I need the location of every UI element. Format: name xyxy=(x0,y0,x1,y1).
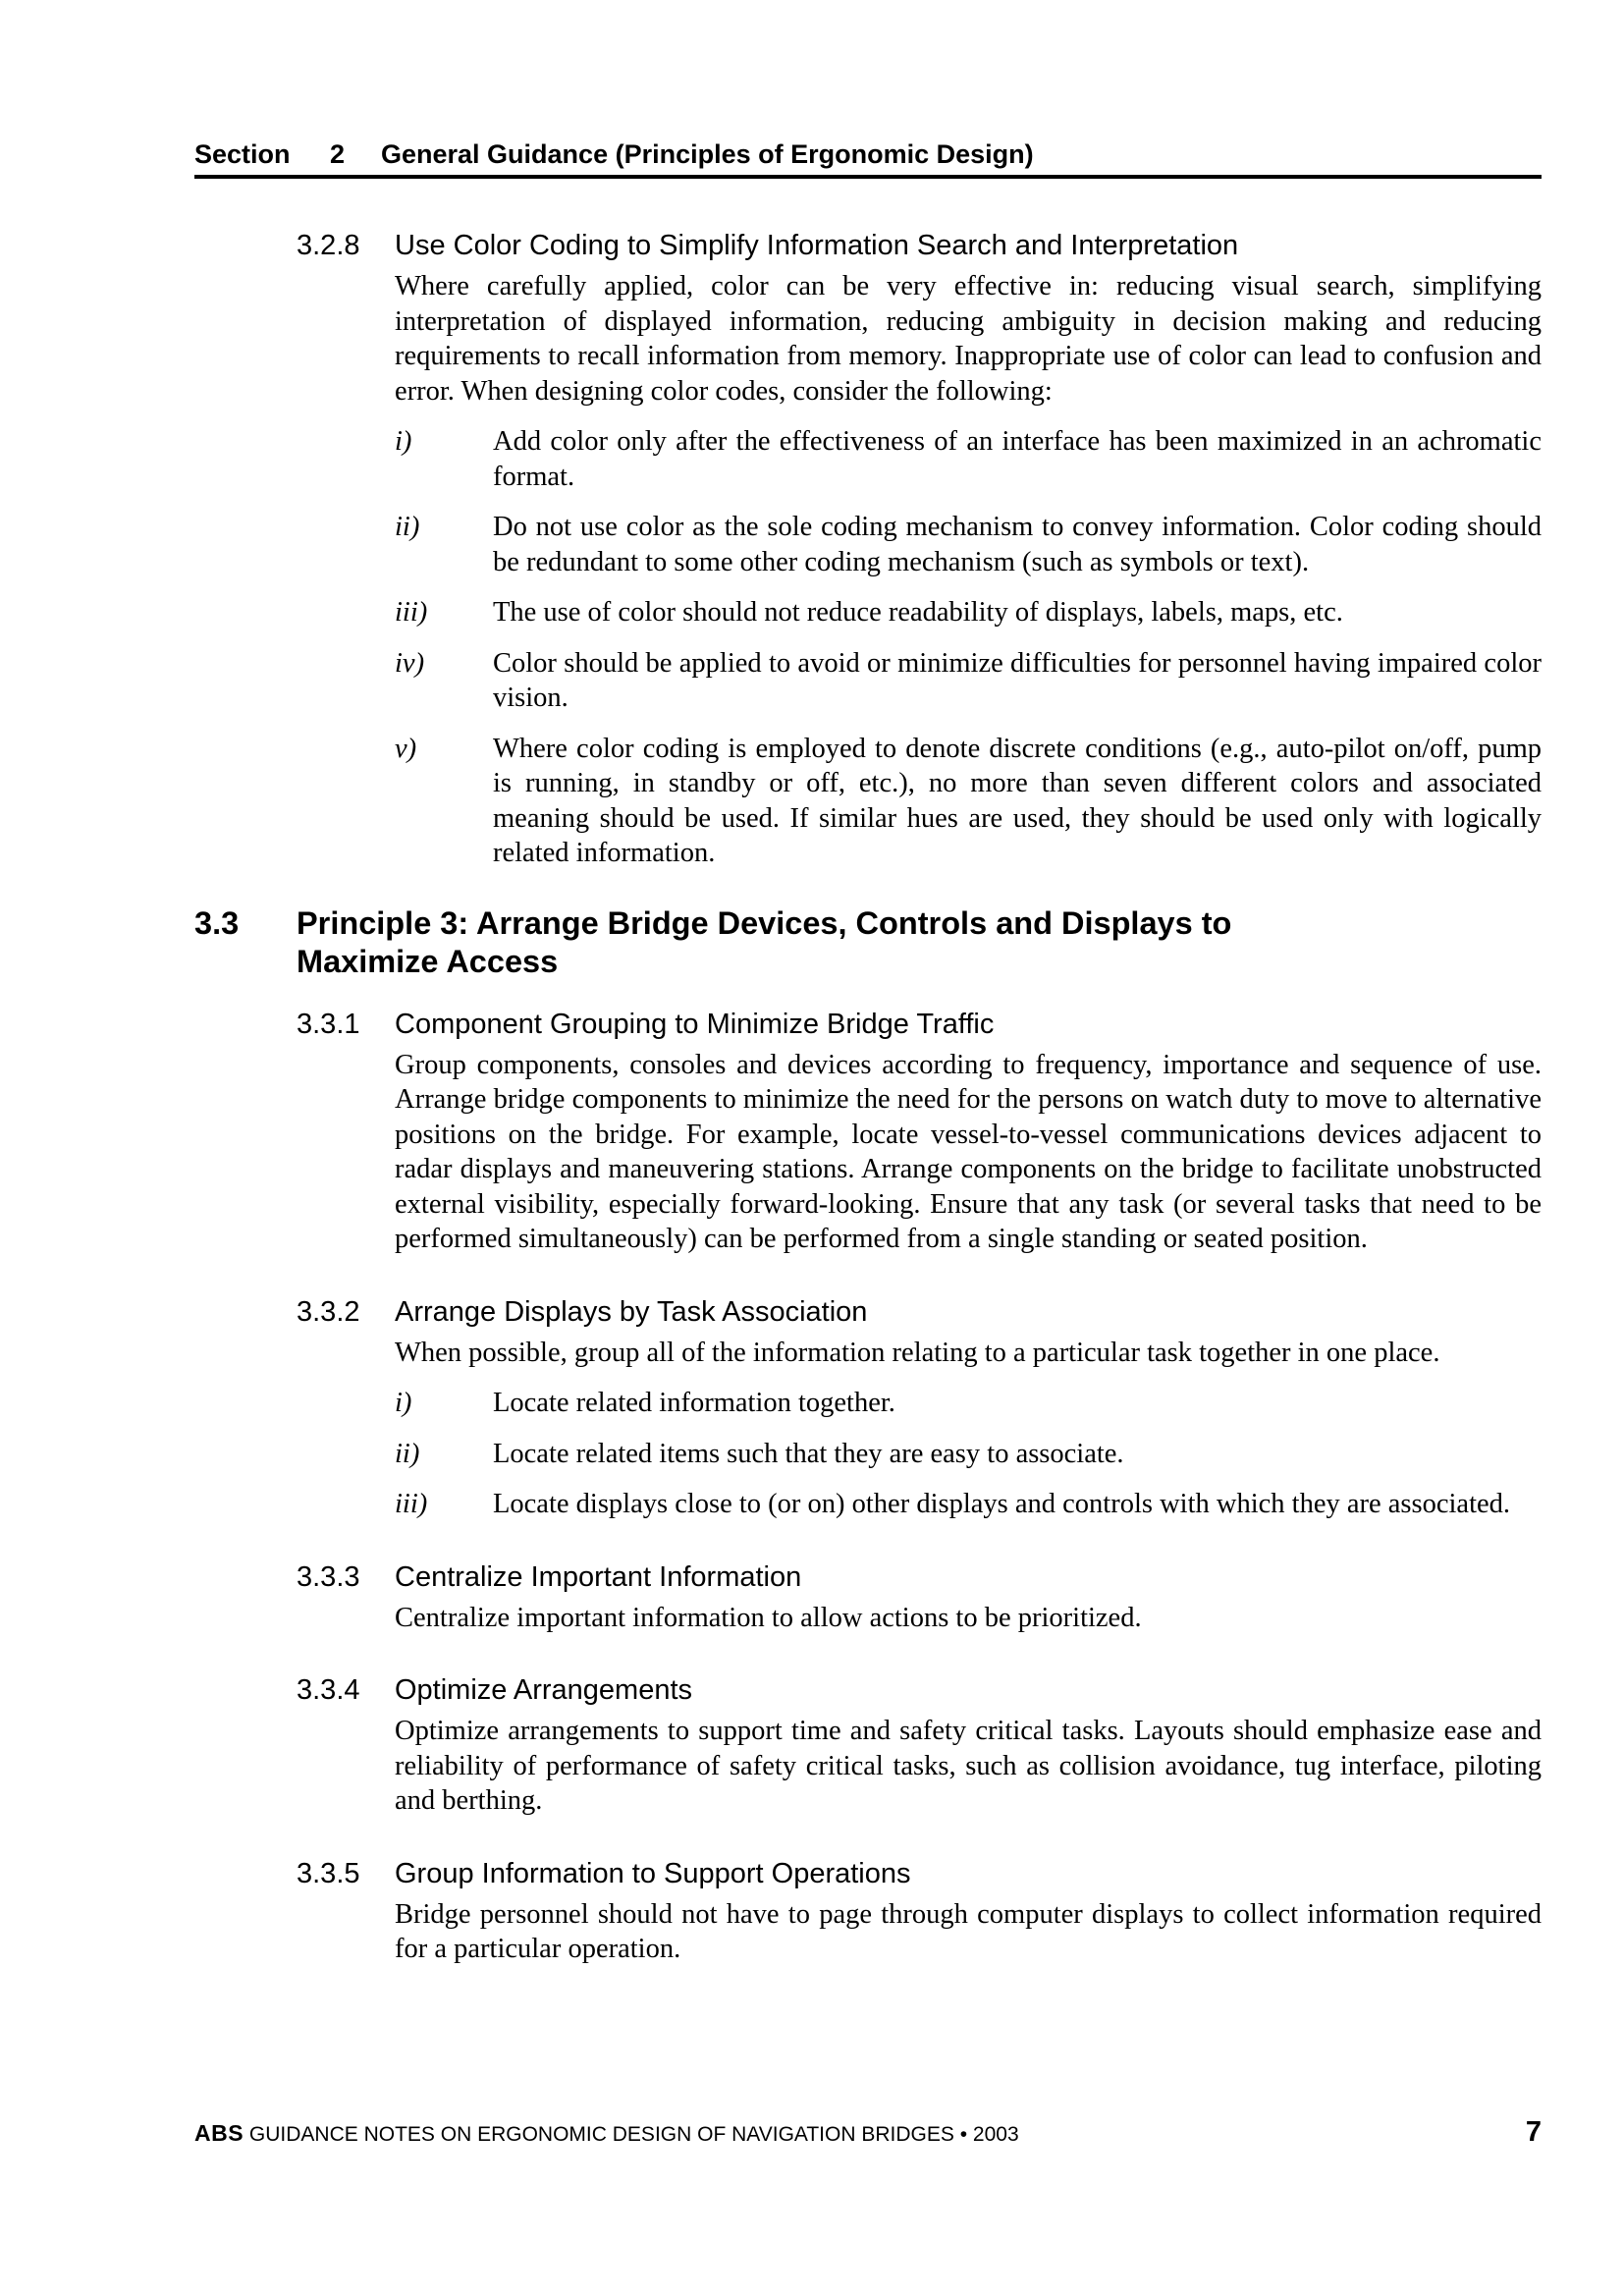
list-marker: ii) xyxy=(395,512,420,542)
subsection-title: Centralize Important Information xyxy=(395,1560,802,1593)
footer-year: 2003 xyxy=(972,2123,1019,2146)
list-text: The use of color should not reduce readability of displays, labels, maps, etc. xyxy=(493,597,1343,628)
subsection-title: Component Grouping to Minimize Bridge Traffic xyxy=(395,1008,995,1040)
paragraph-3-2-8: Where carefully applied, color can be very effective in: reducing visual search, simplifying interpretation of displayed information, reducing ambiguity in decision making and reducing requirements to recall information from memory. Inappropriate use of color can lead to confusion and error. When designing color codes, consider the following: xyxy=(395,271,1542,407)
footer-org: ABS xyxy=(194,2120,244,2146)
list-item xyxy=(395,1487,1542,1522)
paragraph-3-3-5: Bridge personnel should not have to page through computer displays to collect information required for a particular operation. xyxy=(395,1898,1542,1964)
footer-separator: • xyxy=(959,2123,968,2146)
subsection-heading-3-3-3 xyxy=(194,1559,1542,1595)
running-header xyxy=(194,137,1542,179)
list-item xyxy=(395,595,1542,630)
list-marker: v) xyxy=(395,733,417,764)
header-section-title: General Guidance (Principles of Ergonomic Design) xyxy=(381,139,1034,169)
list-item xyxy=(395,1386,1542,1421)
section-number: 3.3 xyxy=(194,904,240,941)
list-text: Do not use color as the sole coding mechanism to convey information. Color coding should be redundant to some other coding mechanism (such as symbols or text). xyxy=(493,512,1542,577)
list-marker: i) xyxy=(395,1388,412,1418)
list-text: Locate related information together. xyxy=(493,1388,895,1418)
header-section-label: Section xyxy=(194,139,291,169)
paragraph-3-3-2: When possible, group all of the information relating to a particular task together in one place. xyxy=(395,1337,1440,1368)
subsection-number: 3.3.3 xyxy=(297,1560,360,1593)
list-marker: iii) xyxy=(395,1489,428,1519)
footer-title xyxy=(194,2120,1019,2147)
subsection-number: 3.3.5 xyxy=(297,1857,360,1889)
subsection-number: 3.3.2 xyxy=(297,1295,360,1328)
paragraph-3-3-1: Group components, consoles and devices according to frequency, importance and sequence of use. Arrange bridge components to minimize the need for the persons on watch duty to move to alternative positions on the bridge. For example, locate vessel-to-vessel communications devices adjacent to radar displays and maneuvering stations. Arrange components on the bridge to facilitate unobstructed external visibility, especially forward-looking. Ensure that any task (or several tasks that need to be performed simultaneously) can be performed from a single standing or seated position. xyxy=(395,1049,1542,1254)
list-text: Locate related items such that they are easy to associate. xyxy=(493,1438,1124,1469)
list-item xyxy=(395,424,1542,494)
list-marker: iii) xyxy=(395,597,428,628)
running-footer xyxy=(194,2116,1542,2149)
subsection-heading-3-3-1 xyxy=(194,1007,1542,1042)
paragraph-3-3-3: Centralize important information to allow actions to be prioritized. xyxy=(395,1602,1142,1633)
page-body xyxy=(194,228,1542,1983)
subsection-title: Optimize Arrangements xyxy=(395,1674,693,1706)
list-text: Where color coding is employed to denote discrete conditions (e.g., auto-pilot on/off, pump is running, in standby or off, etc.), no more than seven different colors and associated meaning should be used. If similar hues are used, they should be used only with logically related information. xyxy=(493,733,1542,868)
list-text: Locate displays close to (or on) other displays and controls with which they are associated. xyxy=(493,1489,1511,1519)
header-section-number: 2 xyxy=(330,139,346,169)
footer-doc-title: GUIDANCE NOTES ON ERGONOMIC DESIGN OF NAVIGATION BRIDGES xyxy=(248,2123,954,2146)
subsection-heading-3-2-8 xyxy=(194,228,1542,263)
list-item xyxy=(395,1437,1542,1472)
subsection-title: Use Color Coding to Simplify Information Search and Interpretation xyxy=(395,230,1239,261)
subsection-number: 3.3.4 xyxy=(297,1674,360,1706)
subsection-heading-3-3-4 xyxy=(194,1672,1542,1708)
list-marker: iv) xyxy=(395,647,425,679)
list-item xyxy=(395,732,1542,871)
subsection-title: Group Information to Support Operations xyxy=(395,1857,911,1889)
list-text: Color should be applied to avoid or minimize difficulties for personnel having impaired color vision. xyxy=(493,647,1542,713)
subsection-number: 3.2.8 xyxy=(297,230,360,261)
section-title: Principle 3: Arrange Bridge Devices, Controls and Displays to Maximize Access xyxy=(297,904,1232,979)
paragraph-3-3-4: Optimize arrangements to support time and safety critical tasks. Layouts should emphasize ease and reliability of performance of safety critical tasks, such as collision avoidance, tug interface, piloting and berthing. xyxy=(395,1716,1542,1816)
list-marker: ii) xyxy=(395,1438,420,1469)
list-text: Add color only after the effectiveness of an interface has been maximized in an achromatic format. xyxy=(493,426,1542,492)
list-marker: i) xyxy=(395,426,412,457)
subsection-number: 3.3.1 xyxy=(297,1008,360,1040)
subsection-title: Arrange Displays by Task Association xyxy=(395,1295,868,1328)
section-heading-3-3 xyxy=(194,904,1542,981)
subsection-heading-3-3-2 xyxy=(194,1294,1542,1330)
page-number: 7 xyxy=(1525,2116,1542,2148)
list-item xyxy=(395,510,1542,579)
subsection-heading-3-3-5 xyxy=(194,1856,1542,1891)
list-item xyxy=(395,646,1542,716)
